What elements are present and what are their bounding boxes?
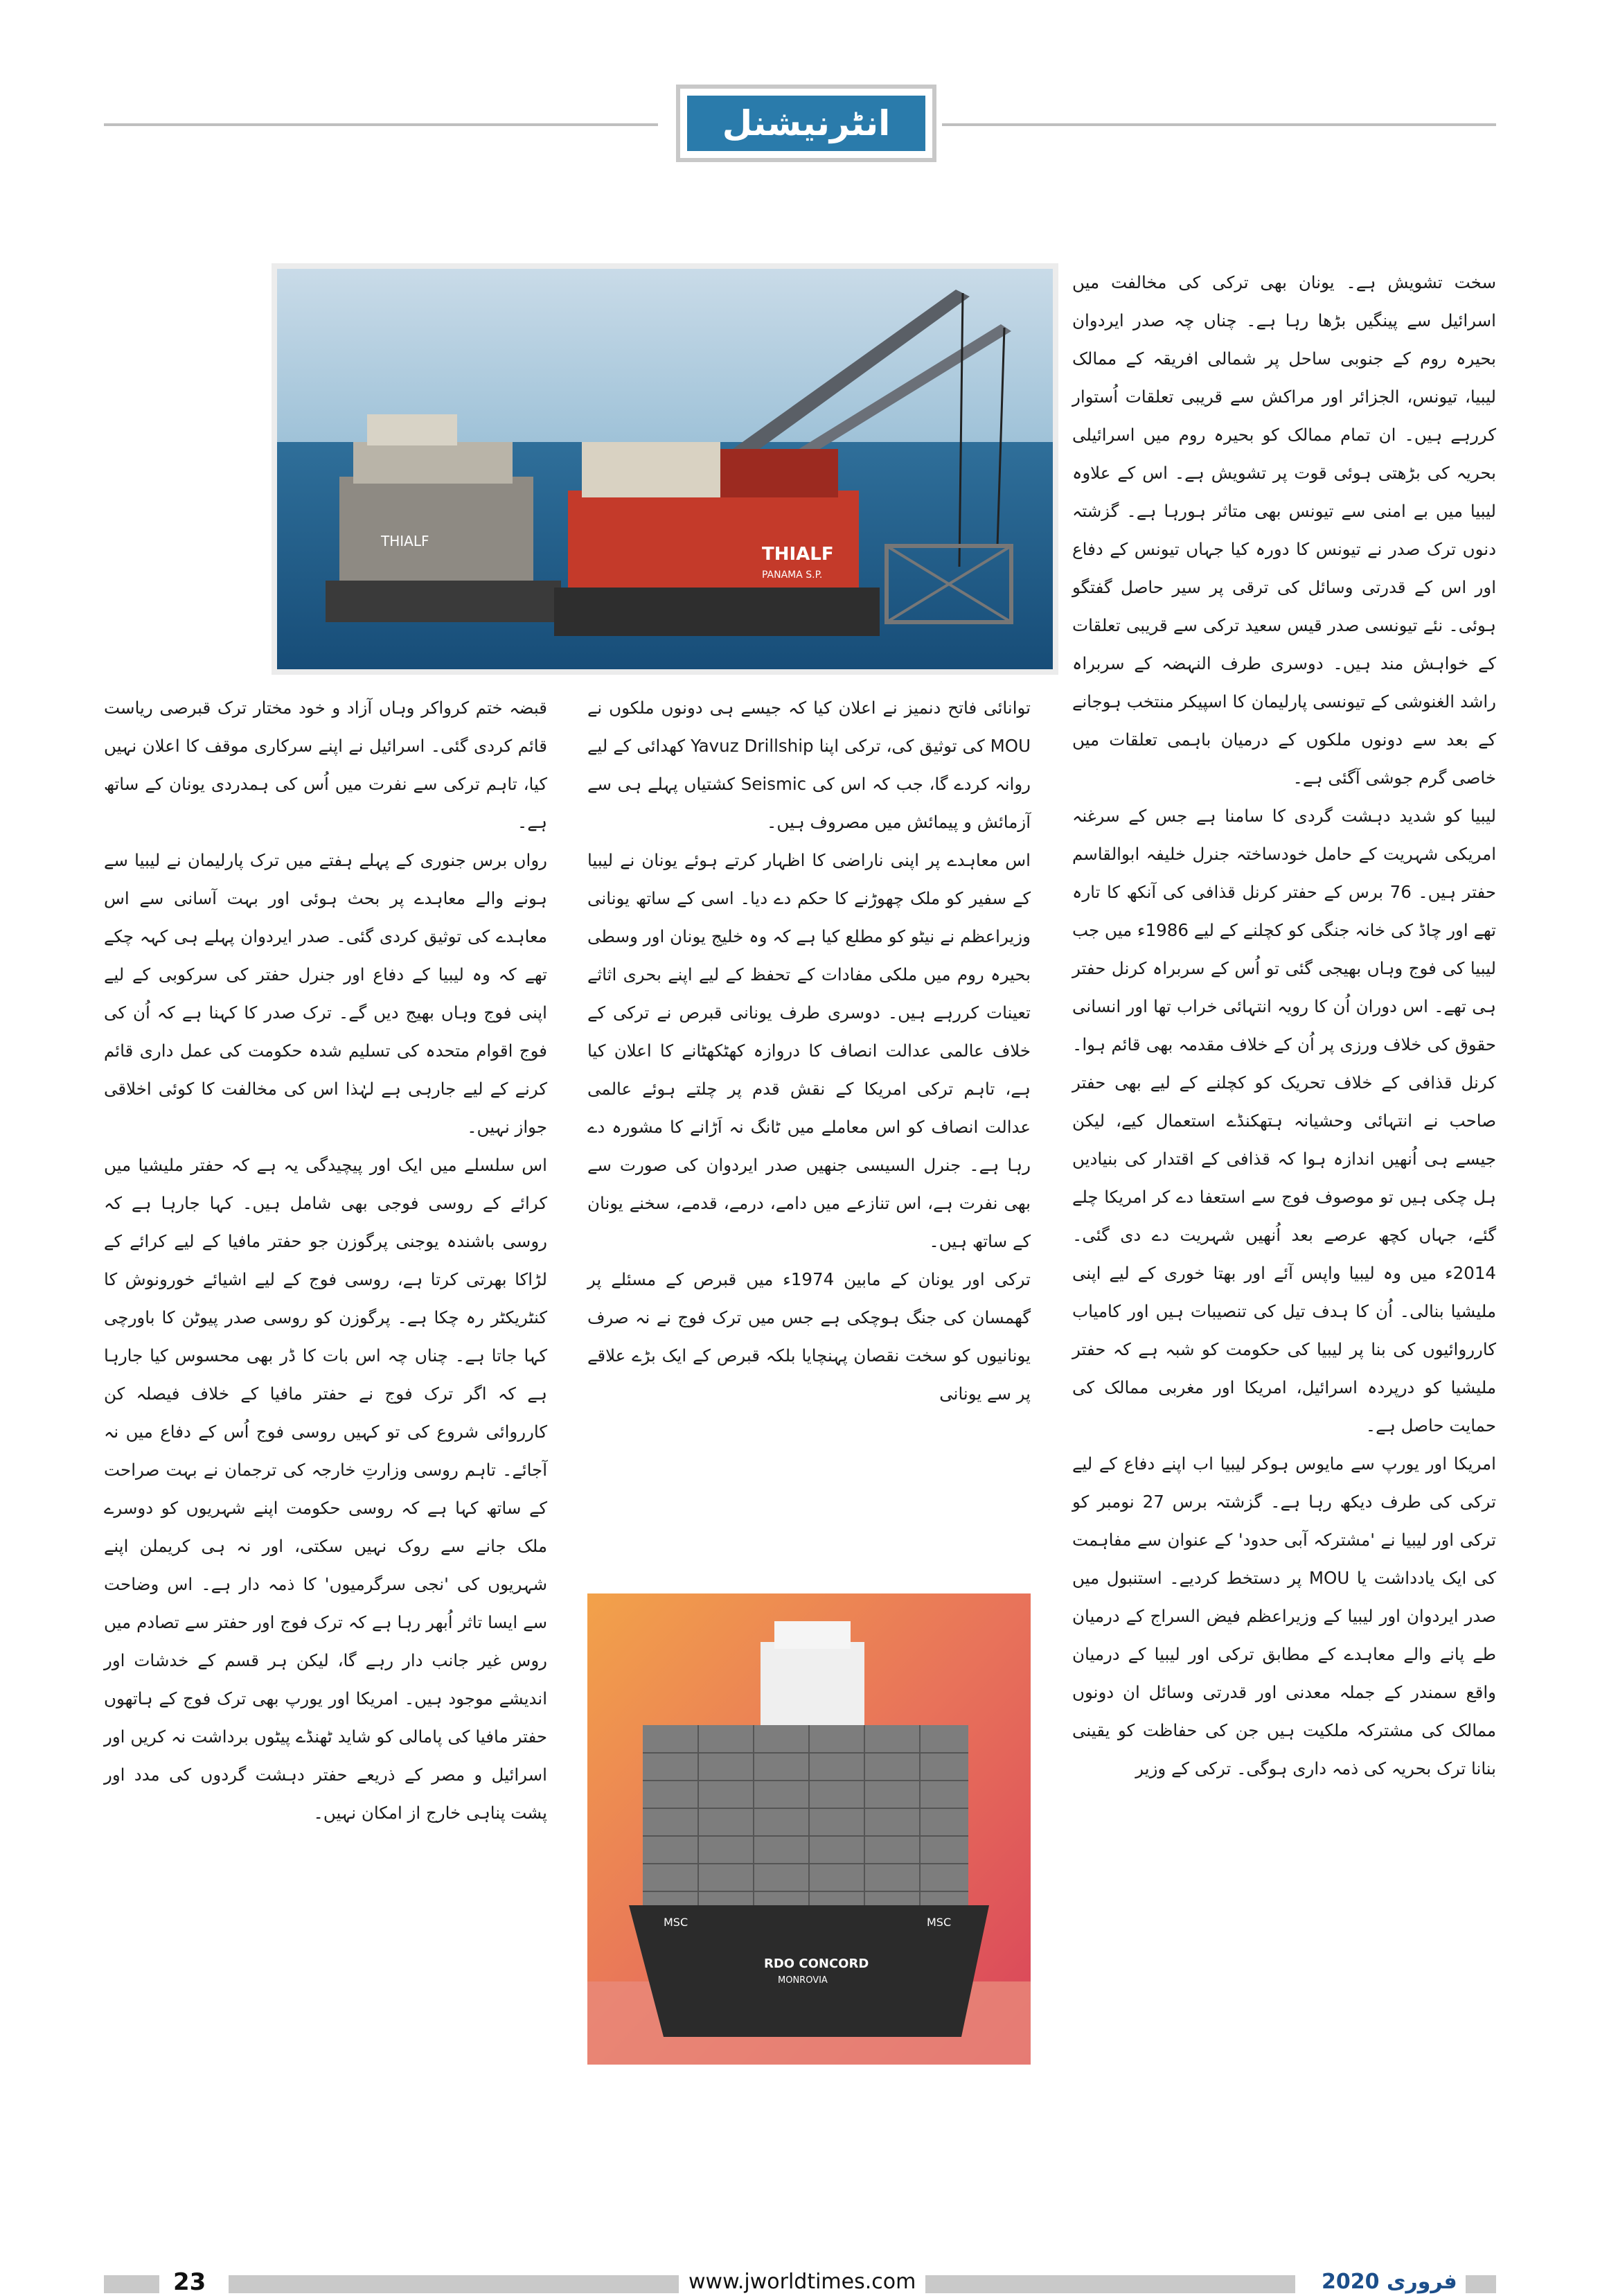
offshore-platform-photo: [272, 263, 1058, 675]
section-title: انٹرنیشنل: [687, 96, 925, 151]
ship-name-label: RDO CONCORD: [764, 1957, 869, 1971]
header-rule-left: [104, 123, 658, 126]
middle-paragraph-1: توانائی فاتح دنمیز نے اعلان کیا کہ جیسے ہی دونوں ملکوں نے MOU کی توثیق کی، ترکی اپنا Yavuz Drillship کھدائی کے لیے روانہ کردے گا، جب کہ اس کی Seismic کشتیاں پہلے ہی سے آزمائش و پیمائش میں مصروف ہیں۔: [587, 698, 1031, 832]
ship-port-label: MONROVIA: [778, 1975, 828, 1986]
column-left: [104, 689, 547, 1832]
offshore-platform-image: [277, 269, 1053, 669]
page-number: 23: [173, 2268, 206, 2296]
vessel-label: THIALF: [762, 544, 834, 565]
section-banner: [676, 85, 936, 162]
header-rule-right: [942, 123, 1496, 126]
middle-paragraph-3: ترکی اور یونان کے مابین 1974ء میں قبرص کے مسئلے پر گھمسان کی جنگ ہوچکی ہے جس میں ترک فوج نے نہ صرف یونانیوں کو سخت نقصان پہنچایا بلکہ قبرص کے ایک بڑے علاقے پر سے یونانی: [587, 1269, 1031, 1404]
column-middle: [587, 689, 1031, 1413]
container-ship-image: [587, 1593, 1031, 2065]
right-paragraph-3: امریکا اور یورپ سے مایوس ہوکر لیبیا اب اپنے دفاع کے لیے ترکی کی طرف دیکھ رہا ہے۔ گزشتہ برس 27 نومبر کو ترکی اور لیبیا نے 'مشترکہ آبی حدود' کے عنوان سے مفاہمت کی ایک یادداشت یا MOU پر دستخط کردیے۔ استنبول میں صدر ایردوان اور لیبیا کے وزیراعظم فیض السراج کے درمیان طے پانے والے معاہدے کے مطابق ترکی اور لیبیا کے درمیان واقع سمندر کے جملہ معدنی اور قدرتی وسائل ان دونوں ممالک کی مشترکہ ملکیت ہیں جن کی حفاظت کو یقینی بنانا ترک بحریہ کی ذمہ داری ہوگی۔ ترکی کے وزیر: [1072, 1454, 1496, 1778]
rig-label: THIALF: [381, 533, 429, 549]
container-ship-photo: [587, 1593, 1031, 2065]
issue-date: فروری 2020: [1313, 2270, 1466, 2294]
left-paragraph-3: اس سلسلے میں ایک اور پیچیدگی یہ ہے کہ حفتر ملیشیا میں کرائے کے روسی فوجی بھی شامل ہیں۔ کہا جارہا ہے کہ روسی باشندہ یوجنی پرگوزن جو حفتر مافیا کے لیے کرائے کے لڑاکا بھرتی کرتا ہے، روسی فوج کے لیے اشیائے خورونوش کا کنٹریکٹر رہ چکا ہے۔ پرگوزن کو روسی صدر پیوٹن کا باورچی کہا جاتا ہے۔ چناں چہ اس بات کا ڈر بھی محسوس کیا جارہا ہے کہ اگر ترک فوج نے حفتر مافیا کے خلاف فیصلہ کن کارروائی شروع کی تو کہیں روسی فوج اُس کے دفاع میں نہ آجائے۔ تاہم روسی وزارتِ خارجہ کی ترجمان نے بہت صراحت کے ساتھ کہا ہے کہ روسی حکومت اپنے شہریوں کو دوسرے ملک جانے سے روک نہیں سکتی، اور نہ ہی کریملن اپنے شہریوں کی 'نجی سرگرمیوں' کا ذمہ دار ہے۔ اس وضاحت سے ایسا تاثر اُبھر رہا ہے کہ ترک فوج اور حفتر سے تصادم میں روس غیر جانب دار رہے گا، لیکن ہر قسم کے خدشات اور اندیشے موجود ہیں۔ امریکا اور یورپ بھی ترک فوج کے ہاتھوں حفتر مافیا کی پامالی کو شاید ٹھنڈے پیٹوں برداشت نہ کریں اور اسرائیل و مصر کے ذریعے حفتر دہشت گردوں کی مدد اور پشت پناہی خارج از امکان نہیں۔: [104, 1155, 547, 1823]
right-paragraph-1: سخت تشویش ہے۔ یونان بھی ترکی کی مخالفت میں اسرائیل سے پینگیں بڑھا رہا ہے۔ چناں چہ صدر ایردوان بحیرہ روم کے جنوبی ساحل پر شمالی افریقہ کے ممالک لیبیا، تیونس، الجزائر اور مراکش سے قریبی تعلقات اُستوار کررہے ہیں۔ ان تمام ممالک کو بحیرہ روم میں اسرائیلی بحریہ کی بڑھتی ہوئی قوت پر تشویش ہے۔ اس کے علاوہ لیبیا میں بے امنی سے تیونس بھی متاثر ہورہا ہے۔ گزشتہ دنوں ترک صدر نے تیونس کا دورہ کیا جہاں تیونس کے دفاع اور اس کے قدرتی وسائل کی ترقی پر سیر حاصل گفتگو ہوئی۔ نئے تیونسی صدر قیس سعید ترکی سے قریبی تعلقات کے خواہش مند ہیں۔ دوسری طرف النہضہ کے سربراہ راشد الغنوشی کے تیونسی پارلیمان کا اسپیکر منتخب ہوجانے کے بعد سے دونوں ملکوں کے درمیان باہمی تعلقات میں خاصی گرم جوشی آگئی ہے۔: [1072, 272, 1496, 788]
left-paragraph-2: رواں برس جنوری کے پہلے ہفتے میں ترک پارلیمان نے لیبیا سے ہونے والے معاہدے پر بحث ہوئی اور بہت آسانی سے اس معاہدے کی توثیق کردی گئی۔ صدر ایردوان پہلے ہی کہہ چکے تھے کہ وہ لیبیا کے دفاع اور جنرل حفتر کی سرکوبی کے لیے اپنی فوج وہاں بھیج دیں گے۔ ترک صدر کا کہنا ہے کہ اُن کی فوج اقوام متحدہ کی تسلیم شدہ حکومت کی عمل داری قائم کرنے کے لیے جارہی ہے لہٰذا اس کی مخالفت کا کوئی اخلاقی جواز نہیں۔: [104, 850, 547, 1137]
right-paragraph-2: لیبیا کو شدید دہشت گردی کا سامنا ہے جس کے سرغنہ امریکی شہریت کے حامل خودساختہ جنرل خلیفہ ابوالقاسم حفتر ہیں۔ 76 برس کے حفتر کرنل قذافی کی آنکھ کا تارہ تھے اور چاڈ کی خانہ جنگی کو کچلنے کے لیے 1986ء میں جب لیبیا کی فوج وہاں بھیجی گئی تو اُس کے سربراہ کرنل حفتر ہی تھے۔ اس دوران اُن کا رویہ انتہائی خراب تھا اور انسانی حقوق کی خلاف ورزی پر اُن کے خلاف مقدمہ بھی قائم ہوا۔ کرنل قذافی کے خلاف تحریک کو کچلنے کے لیے بھی حفتر صاحب نے انتہائی وحشیانہ ہتھکنڈے استعمال کیے، لیکن جیسے ہی اُنھیں اندازہ ہوا کہ قذافی کے اقتدار کی بنیادیں ہل چکی ہیں تو موصوف فوج سے استعفا دے کر امریکا چلے گئے، جہاں کچھ عرصے بعد اُنھیں شہریت دے دی گئی۔ 2014ء میں وہ لیبیا واپس آئے اور بھتا خوری کے لیے اپنی ملیشیا بنالی۔ اُن کا ہدف تیل کی تنصیبات ہیں اور کامیاب کارروائیوں کی بنا پر لیبیا کی حکومت کو شبہ ہے کہ حفتر ملیشیا کو درپردہ اسرائیل، امریکا اور مغربی ممالک کی حمایت حاصل ہے۔: [1072, 806, 1496, 1436]
hull-label-right: MSC: [927, 1916, 952, 1929]
footer-bar-left: [104, 2275, 159, 2293]
vessel-registry-label: PANAMA S.P.: [762, 569, 823, 581]
column-right: [1072, 263, 1496, 1787]
left-paragraph-1: قبضہ ختم کرواکر وہاں آزاد و خود مختار ترک قبرصی ریاست قائم کردی گئی۔ اسرائیل نے اپنے سرکاری موقف کا اعلان نہیں کیا، تاہم ترکی سے نفرت میں اُس کی ہمدردی یونان کے ساتھ ہے۔: [104, 698, 547, 832]
website-link[interactable]: www.jworldtimes.com: [679, 2270, 925, 2294]
hull-label-left: MSC: [664, 1916, 688, 1929]
middle-paragraph-2: اس معاہدے پر اپنی ناراضی کا اظہار کرتے ہوئے یونان نے لیبیا کے سفیر کو ملک چھوڑنے کا حکم دے دیا۔ اسی کے ساتھ یونانی وزیراعظم نے نیٹو کو مطلع کیا ہے کہ وہ خلیج یونان اور وسطی بحیرہ روم میں ملکی مفادات کے تحفظ کے لیے اپنے بحری اثاثے تعینات کررہے ہیں۔ دوسری طرف یونانی قبرص نے ترکی کے خلاف عالمی عدالت انصاف کا دروازہ کھٹکھٹانے کا اعلان کیا ہے، تاہم ترکی امریکا کے نقش قدم پر چلتے ہوئے عالمی عدالت انصاف کو اس معاملے میں ٹانگ نہ اَڑانے کا مشورہ دے رہا ہے۔ جنرل السیسی جنھیں صدر ایردوان کی صورت سے بھی نفرت ہے، اس تنازعے میں دامے، درمے، قدمے، سخنے یونان کے ساتھ ہیں۔: [587, 850, 1031, 1251]
